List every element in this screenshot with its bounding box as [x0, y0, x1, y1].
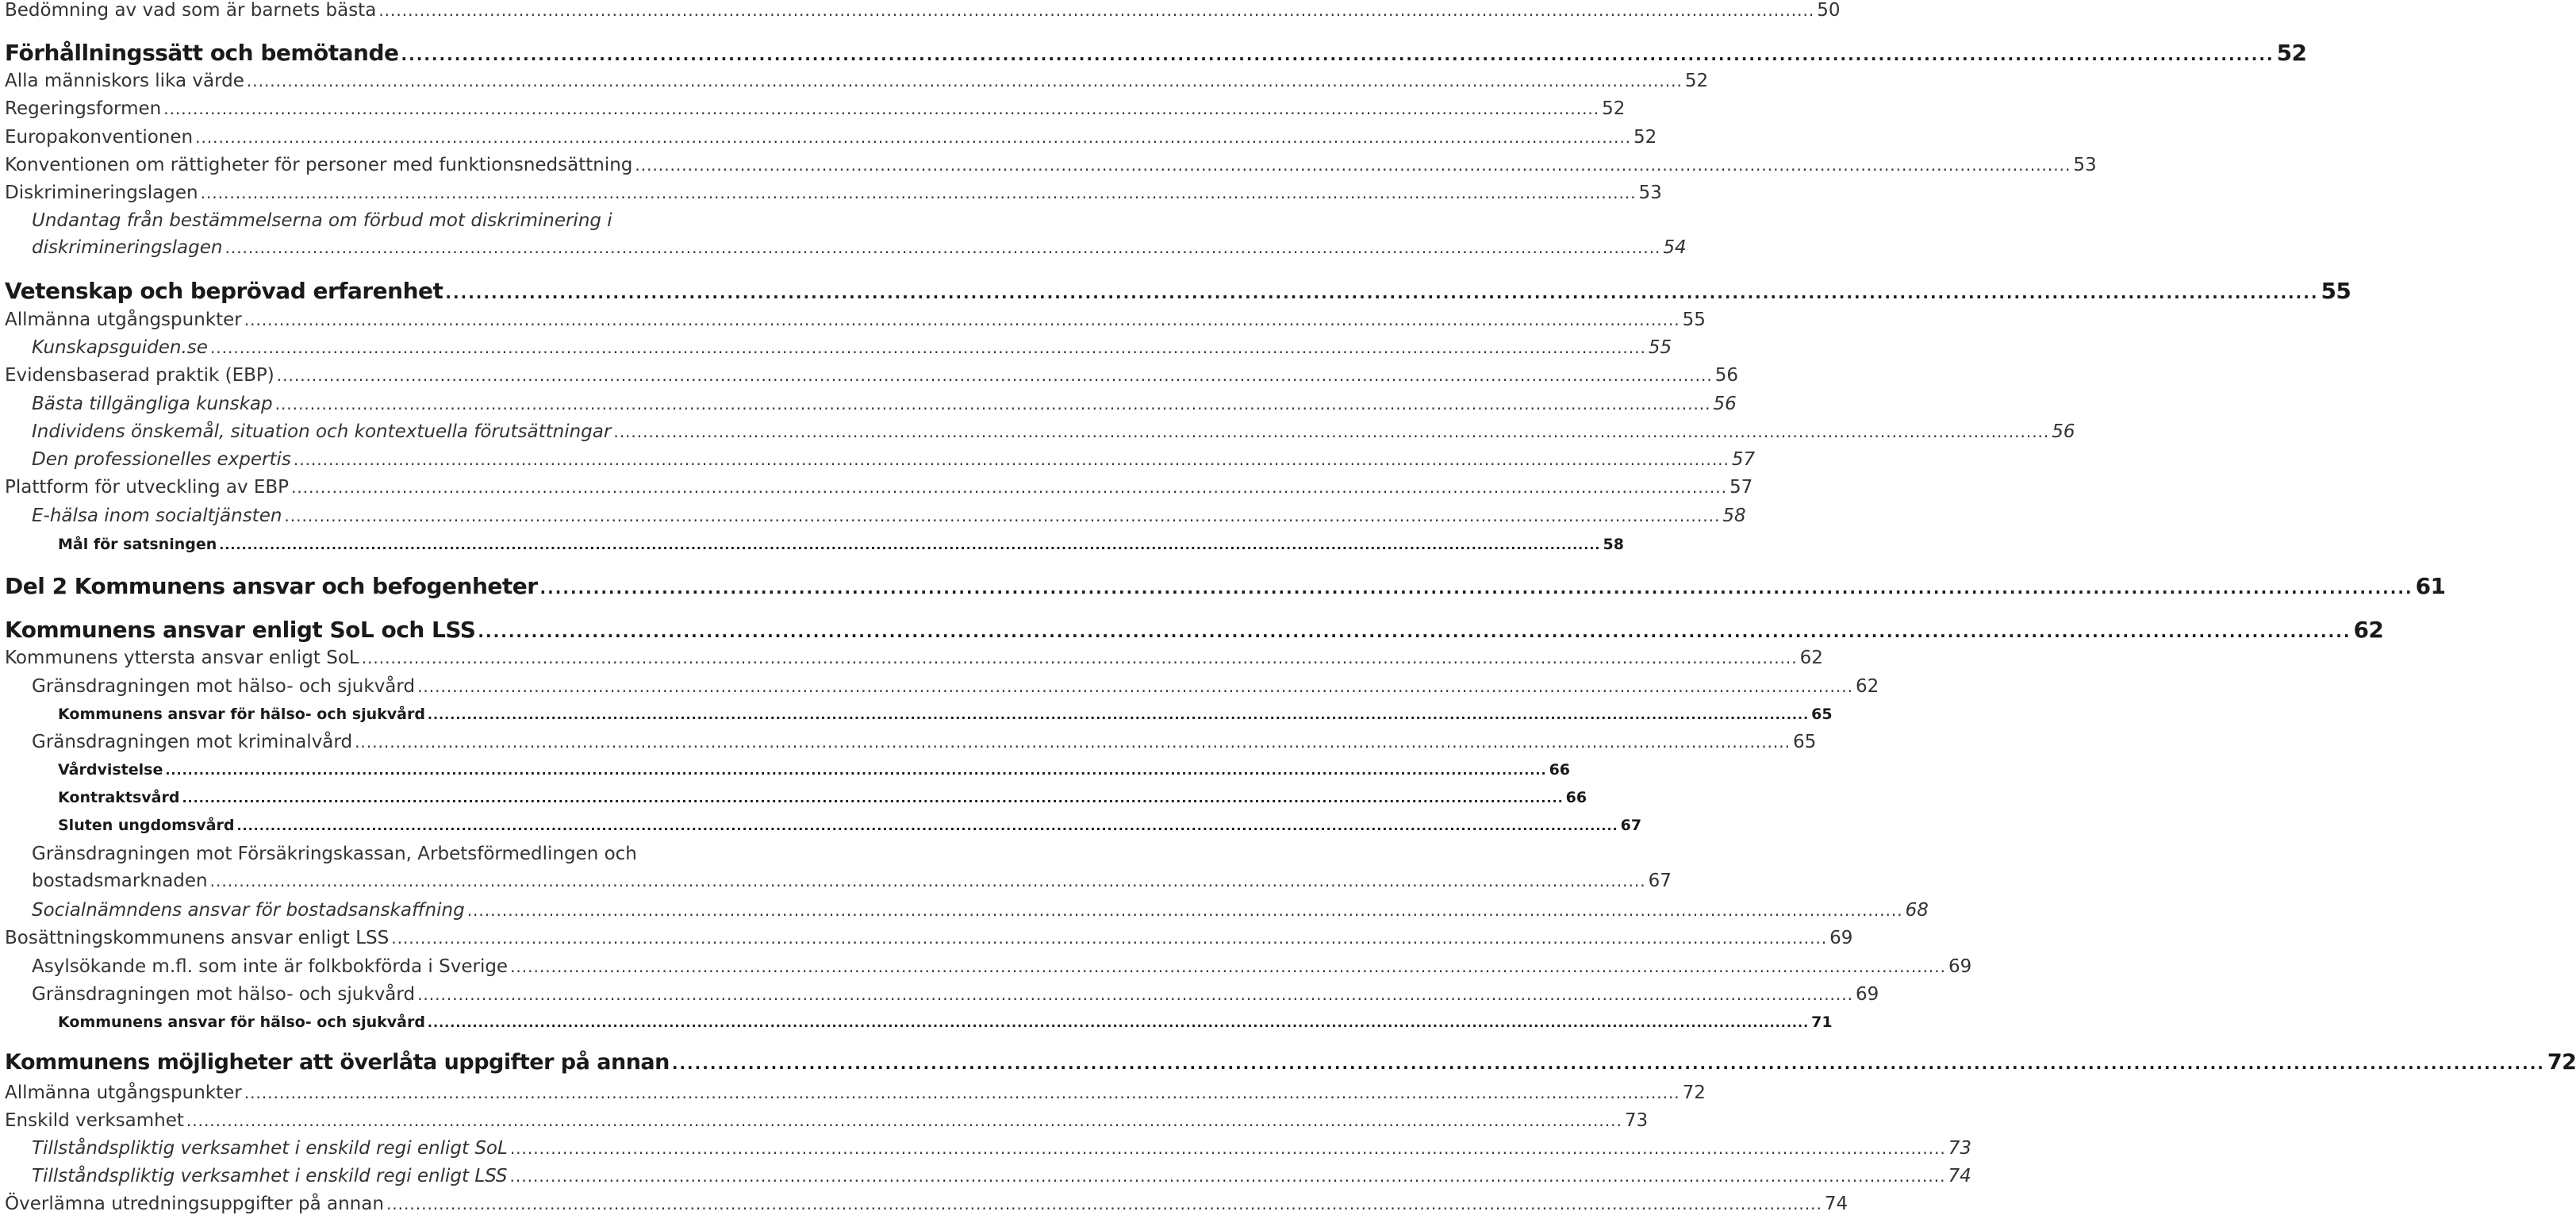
toc-heading	[0, 278, 2351, 304]
toc-entry-page: 69	[1829, 928, 1853, 948]
toc-entry-page: 55	[1682, 310, 1706, 330]
toc-entry	[0, 928, 1853, 948]
toc-entry-page: 57	[1729, 477, 1753, 498]
toc-entry-title: Tillståndspliktig verksamhet i enskild regi enligt LSS	[32, 1166, 508, 1186]
toc-entry-page: 68	[1905, 900, 1929, 921]
toc-leader: ......................................................................................................................................................................................................................................................	[284, 506, 1721, 525]
toc-leader: ......................................................................................................................................................................................................................................................	[182, 790, 1564, 806]
toc-entry-title: Kommunens ansvar för hälso- och sjukvård	[58, 1013, 425, 1031]
toc-entry-title: Kunskapsguiden.se	[32, 337, 208, 358]
toc-entry-page: 66	[1565, 789, 1587, 806]
toc-entry-page: 56	[1714, 365, 1738, 386]
toc-entry-page: 50	[1817, 0, 1841, 21]
toc-entry-title: Gränsdragningen mot hälso- och sjukvård	[32, 676, 416, 697]
toc-heading	[0, 1050, 2576, 1075]
toc-entry-title: Alla människors lika värde	[5, 71, 244, 91]
toc-entry-page: 62	[2353, 617, 2384, 643]
toc-entry	[0, 900, 1929, 921]
toc-entry-title: Bosättningskommunens ansvar enligt LSS	[5, 928, 390, 948]
toc-leader: ......................................................................................................................................................................................................................................................	[246, 71, 1683, 90]
toc-entry-page: 57	[1731, 449, 1756, 470]
toc-entry-page: 65	[1793, 732, 1817, 752]
toc-entry-title: Plattform för utveckling av EBP	[5, 477, 290, 498]
toc-entry-page: 74	[1824, 1194, 1849, 1214]
toc-entry-title: Socialnämndens ansvar för bostadsanskaffning	[32, 900, 465, 921]
toc-entry-title: Regeringsformen	[5, 98, 162, 119]
toc-leader: ......................................................................................................................................................................................................................................................	[165, 763, 1547, 778]
toc-entry-title: Förhållningssätt och bemötande	[5, 40, 399, 66]
toc-leader: ......................................................................................................................................................................................................................................................	[417, 677, 1853, 696]
toc-leader: ......................................................................................................................................................................................................................................................	[355, 733, 1791, 752]
toc-entry-page: 56	[2052, 421, 2075, 442]
toc-entry-page: 61	[2415, 573, 2446, 599]
toc-entry-title: Sluten ungdomsvård	[58, 817, 235, 834]
toc-entry-title-continued: bostadsmarknaden	[32, 871, 208, 891]
toc-entry-page: 73	[1948, 1138, 1972, 1159]
toc-entry	[0, 676, 1879, 697]
toc-leader: ......................................................................................................................................................................................................................................................	[478, 622, 2351, 641]
toc-entry	[0, 155, 2097, 175]
toc-entry-title: Gränsdragningen mot hälso- och sjukvård	[32, 984, 416, 1005]
toc-entry-title: Tillståndspliktig verksamhet i enskild regi enligt SoL	[32, 1138, 508, 1159]
toc-entry	[0, 761, 1571, 779]
toc-entry	[0, 1013, 1833, 1031]
toc-entry-page: 65	[1811, 706, 1833, 723]
toc-leader: ......................................................................................................................................................................................................................................................	[163, 99, 1600, 118]
toc-entry-title: E-hälsa inom socialtjänsten	[32, 506, 282, 526]
toc-entry	[0, 1194, 1849, 1214]
toc-entry	[0, 536, 1624, 553]
toc-entry-page: 67	[1648, 871, 1672, 891]
toc-entry	[0, 127, 1657, 148]
toc-leader: ......................................................................................................................................................................................................................................................	[466, 901, 1903, 920]
toc-heading	[0, 573, 2446, 599]
toc-entry-title: Asylsökande m.fl. som inte är folkbokförda i Sverige	[32, 956, 509, 977]
toc-entry	[0, 210, 1687, 258]
toc-entry	[0, 337, 1672, 358]
toc-entry-page: 58	[1722, 506, 1746, 526]
toc-leader: ......................................................................................................................................................................................................................................................	[274, 394, 1711, 413]
toc-entry	[0, 365, 1738, 386]
toc-entry-page: 69	[1948, 956, 1972, 977]
toc-entry-page: 52	[2276, 40, 2307, 66]
toc-leader: ......................................................................................................................................................................................................................................................	[427, 1015, 1810, 1030]
toc-leader: ......................................................................................................................................................................................................................................................	[635, 156, 2071, 175]
toc-entry-page: 53	[2073, 155, 2097, 175]
toc-entry-title: Allmänna utgångspunkter	[5, 1082, 242, 1103]
toc-entry-page: 72	[1682, 1082, 1706, 1103]
toc-leader: ......................................................................................................................................................................................................................................................	[293, 450, 1729, 469]
toc-entry-page: 66	[1549, 761, 1571, 779]
toc-entry-page: 73	[1624, 1110, 1649, 1131]
toc-entry-page: 62	[1799, 648, 1823, 668]
toc-entry-page: 74	[1948, 1166, 1971, 1186]
toc-leader: ......................................................................................................................................................................................................................................................	[361, 648, 1798, 667]
toc-entry	[0, 956, 1972, 977]
toc-entry-page: 71	[1811, 1013, 1833, 1031]
toc-entry	[0, 648, 1823, 668]
toc-leader: ......................................................................................................................................................................................................................................................	[195, 128, 1632, 147]
toc-entry-page: 52	[1634, 127, 1657, 148]
toc-entry	[0, 477, 1753, 498]
toc-leader: ......................................................................................................................................................................................................................................................	[401, 45, 2275, 64]
toc-leader: ......................................................................................................................................................................................................................................................	[445, 283, 2319, 302]
toc-entry	[0, 1110, 1649, 1131]
toc-entry	[0, 1166, 1971, 1186]
toc-leader: ......................................................................................................................................................................................................................................................	[510, 957, 1947, 976]
toc-leader: ......................................................................................................................................................................................................................................................	[209, 338, 1646, 357]
toc-entry-title: Enskild verksamhet	[5, 1110, 184, 1131]
toc-entry-page: 55	[1648, 337, 1672, 358]
toc-leader: ......................................................................................................................................................................................................................................................	[386, 1194, 1822, 1213]
toc-entry-title: Mål för satsningen	[58, 536, 217, 553]
toc-entry-title: Diskrimineringslagen	[5, 183, 198, 203]
toc-entry-title: Europakonventionen	[5, 127, 194, 148]
toc-entry-title: Kommunens ansvar enligt SoL och LSS	[5, 617, 476, 643]
toc-entry	[0, 706, 1833, 723]
toc-entry-page: 67	[1620, 817, 1642, 834]
toc-entry	[0, 310, 1706, 330]
toc-entry-title: Gränsdragningen mot kriminalvård	[32, 732, 353, 752]
toc-leader: ......................................................................................................................................................................................................................................................	[209, 871, 1646, 890]
toc-entry	[0, 1082, 1706, 1103]
toc-leader: ......................................................................................................................................................................................................................................................	[186, 1111, 1622, 1130]
toc-entry-page: 72	[2547, 1050, 2576, 1075]
toc-leader: ......................................................................................................................................................................................................................................................	[427, 707, 1810, 722]
toc-leader: ......................................................................................................................................................................................................................................................	[236, 818, 1618, 833]
toc-entry	[0, 1138, 1972, 1159]
toc-entry-title: Evidensbaserad praktik (EBP)	[5, 365, 274, 386]
toc-entry	[0, 789, 1587, 806]
toc-entry-page: 62	[1856, 676, 1879, 697]
toc-entry	[0, 984, 1879, 1005]
toc-entry-title: Kommunens yttersta ansvar enligt SoL	[5, 648, 359, 668]
toc-leader: ......................................................................................................................................................................................................................................................	[417, 985, 1853, 1004]
toc-entry-page: 52	[1602, 98, 1626, 119]
toc-entry-title: Överlämna utredningsuppgifter på annan	[5, 1194, 384, 1214]
toc-leader: ......................................................................................................................................................................................................................................................	[391, 929, 1828, 948]
toc-entry	[0, 98, 1626, 119]
toc-leader: ......................................................................................................................................................................................................................................................	[378, 1, 1815, 20]
toc-heading	[0, 617, 2384, 643]
toc-entry-title: Kommunens möjligheter att överlåta uppgifter på annan	[5, 1050, 670, 1075]
toc-entry	[0, 817, 1642, 834]
toc-entry	[0, 844, 1672, 891]
toc-entry-title: Vetenskap och beprövad erfarenhet	[5, 278, 443, 304]
toc-entry-title: Individens önskemål, situation och kontextuella förutsättningar	[32, 421, 612, 442]
toc-leader: ......................................................................................................................................................................................................................................................	[509, 1139, 1946, 1158]
toc-entry-title: Den professionelles expertis	[32, 449, 291, 470]
toc-entry-title: Kommunens ansvar för hälso- och sjukvård	[58, 706, 425, 723]
toc-entry-title: Bästa tillgängliga kunskap	[32, 394, 273, 414]
toc-entry-title-continued: diskrimineringslagen	[32, 237, 223, 258]
toc-entry-title: Konventionen om rättigheter för personer med funktionsnedsättning	[5, 155, 633, 175]
toc-entry-page: 69	[1856, 984, 1879, 1005]
toc-entry	[0, 449, 1756, 470]
toc-entry	[0, 394, 1737, 414]
toc-entry-title: Del 2 Kommunens ansvar och befogenheter	[5, 573, 538, 599]
toc-leader: ......................................................................................................................................................................................................................................................	[200, 183, 1637, 202]
toc-leader: ......................................................................................................................................................................................................................................................	[225, 238, 1661, 257]
toc-leader: ......................................................................................................................................................................................................................................................	[276, 366, 1713, 385]
toc-entry-page: 55	[2321, 278, 2351, 304]
toc-entry	[0, 506, 1746, 526]
toc-entry	[0, 421, 2075, 442]
toc-leader: ......................................................................................................................................................................................................................................................	[671, 1054, 2545, 1073]
toc-entry-title: Allmänna utgångspunkter	[5, 310, 242, 330]
toc-entry	[0, 732, 1817, 752]
toc-entry-title: Kontraktsvård	[58, 789, 180, 806]
toc-leader: ......................................................................................................................................................................................................................................................	[291, 478, 1727, 497]
toc-entry-page: 52	[1684, 71, 1709, 91]
toc-entry-title: Gränsdragningen mot Försäkringskassan, Arbetsförmedlingen och	[32, 844, 637, 864]
toc-entry-page: 54	[1663, 237, 1687, 258]
toc-entry-title: Undantag från bestämmelserna om förbud mot diskriminering i	[32, 210, 612, 231]
toc-entry-page: 56	[1713, 394, 1737, 414]
toc-leader: ......................................................................................................................................................................................................................................................	[244, 1083, 1680, 1102]
toc-leader: ......................................................................................................................................................................................................................................................	[613, 422, 2050, 441]
toc-entry-title: Bedömning av vad som är barnets bästa	[5, 0, 377, 21]
toc-leader: ......................................................................................................................................................................................................................................................	[509, 1167, 1946, 1186]
toc-leader: ......................................................................................................................................................................................................................................................	[244, 310, 1680, 329]
toc-heading	[0, 40, 2307, 66]
toc-entry-page: 58	[1603, 536, 1624, 553]
toc-entry	[0, 183, 1662, 203]
toc-entry-title: Vårdvistelse	[58, 761, 163, 779]
toc-leader: ......................................................................................................................................................................................................................................................	[219, 537, 1601, 552]
toc-entry	[0, 71, 1709, 91]
toc-entry-page: 53	[1638, 183, 1662, 203]
toc-entry	[0, 0, 1841, 21]
toc-leader: ......................................................................................................................................................................................................................................................	[539, 579, 2413, 598]
